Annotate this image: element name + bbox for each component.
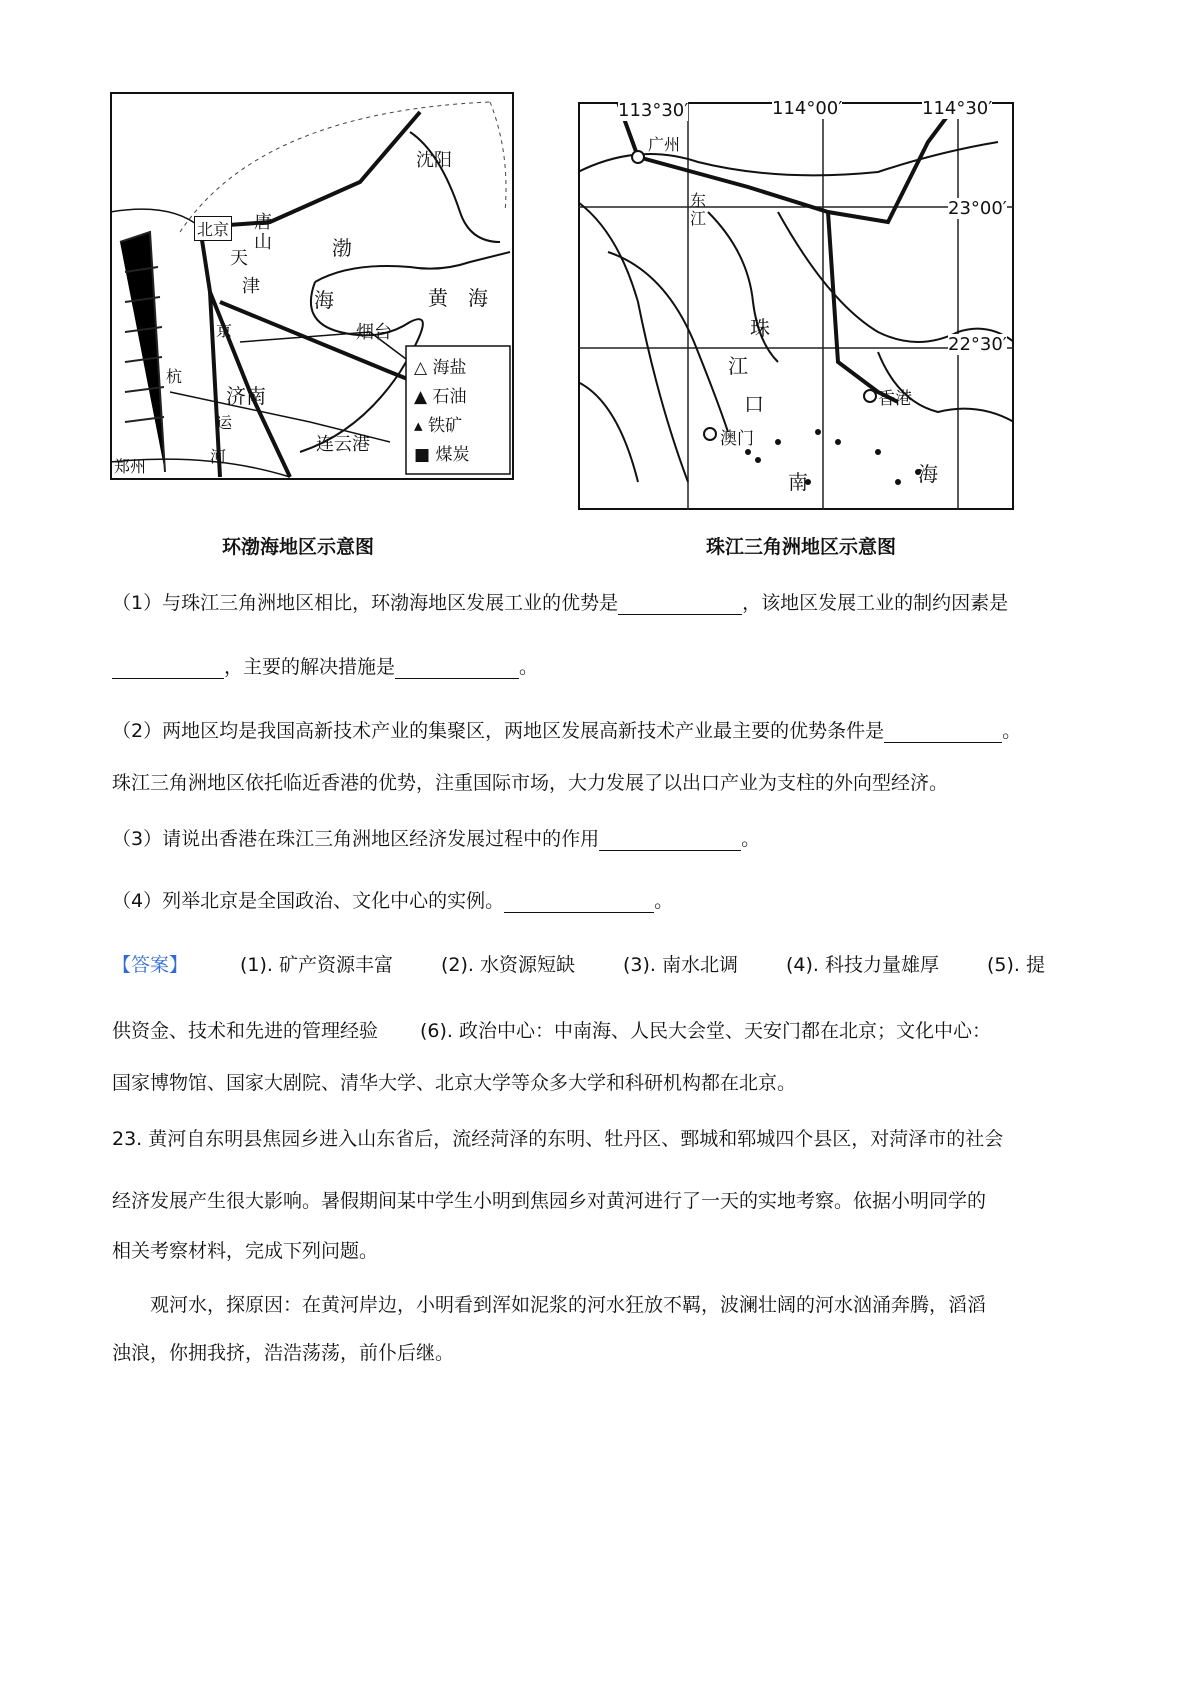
answer-blank[interactable] (112, 656, 224, 679)
question-23-line-3: 相关考察材料，完成下列问题。 (112, 1240, 379, 1262)
question-2-line-2: 珠江三角洲地区依托临近香港的优势，注重国际市场，大力发展了以出口产业为支柱的外向型经济。 (112, 772, 949, 794)
label-macau: 澳门 (720, 429, 754, 449)
label-huanghai: 黄 海 (428, 286, 488, 310)
question-2-line-1: （2）两地区均是我国高新技术产业的集聚区，两地区发展高新技术产业最主要的优势条件是 。 (112, 720, 1022, 742)
answer-tag: 【答案】 (112, 954, 189, 976)
label-dongjiang: 东江 (690, 191, 707, 228)
label-lon3: 114°30′ (922, 98, 993, 119)
label-bo: 渤 (332, 236, 352, 260)
label-hai-right: 海 (918, 462, 938, 486)
label-lat2: 22°30′ (948, 334, 1007, 355)
label-zhengzhou: 郑州 (114, 457, 147, 476)
pearl-river-map-caption: 珠江三角洲地区示意图 (706, 536, 897, 558)
answer-item: (4). 科技力量雄厚 (786, 954, 940, 976)
label-he: 河 (210, 447, 227, 466)
label-lat1: 23°00′ (948, 198, 1007, 219)
coal-icon: ■ (414, 445, 431, 465)
answer-blank[interactable] (395, 656, 519, 679)
label-lon1: 113°30′ (618, 100, 689, 121)
answer-item: (2). 水资源短缺 (441, 954, 576, 976)
answer-line-3: 国家博物馆、国家大剧院、清华大学、北京大学等众多大学和科研机构都在北京。 (112, 1072, 797, 1094)
label-lianyungang: 连云港 (316, 434, 370, 455)
oil-icon: ▲ (414, 387, 428, 407)
pearl-river-delta-map (578, 98, 1014, 510)
label-yantai: 烟台 (356, 322, 392, 343)
legend-item: ■ 煤炭 (414, 445, 470, 465)
question-23-line-1: 23. 黄河自东明县焦园乡进入山东省后，流经菏泽的东明、牡丹区、鄄城和郓城四个县区，对菏泽市的社会 (112, 1128, 1004, 1150)
label-jinan: 济南 (226, 384, 266, 408)
sea-salt-icon: △ (414, 358, 428, 378)
label-kou: 口 (744, 392, 764, 416)
label-shan: 山 (254, 232, 272, 253)
iron-ore-icon: ▴ (414, 416, 423, 436)
label-hang: 杭 (166, 367, 183, 386)
question-1-line-2: ，主要的解决措施是 。 (112, 652, 538, 679)
answer-line-2: 供资金、技术和先进的管理经验 (6). 政治中心：中南海、人民大会堂、天安门都在北京；文化中心： (112, 1020, 992, 1042)
answer-line-1 (112, 950, 1045, 977)
legend-item: △ 海盐 (414, 358, 467, 378)
legend-item: ▴ 铁矿 (414, 416, 462, 436)
bohai-map-caption: 环渤海地区示意图 (222, 536, 375, 558)
map-legend (414, 354, 469, 470)
answer-blank[interactable] (618, 592, 742, 615)
legend-item: ▲ 石油 (414, 387, 467, 407)
label-hai: 海 (314, 288, 334, 312)
label-jing: 京 (216, 321, 233, 340)
question-23-line-2: 经济发展产生很大影响。暑假期间某中学生小明到焦园乡对黄河进行了一天的实地考察。依据小明同学的 (112, 1190, 987, 1212)
label-jin: 津 (242, 276, 260, 297)
answer-item: (5). 提 (987, 954, 1046, 976)
label-tian: 天 (230, 248, 248, 269)
label-yun: 运 (216, 413, 233, 432)
bohai-map (110, 92, 514, 480)
label-hongkong: 香港 (878, 389, 912, 409)
question-4: （4）列举北京是全国政治、文化中心的实例。 。 (112, 890, 674, 912)
answer-item: (6). 政治中心：中南海、人民大会堂、天安门都在北京；文化中心： (420, 1020, 992, 1042)
label-zhu: 珠 (750, 316, 770, 340)
question-3: （3）请说出香港在珠江三角洲地区经济发展过程中的作用 。 (112, 828, 761, 850)
label-nan: 南 (788, 470, 808, 494)
label-jiang: 江 (728, 354, 748, 378)
label-beijing: 北京 (194, 216, 232, 241)
label-guangzhou: 广州 (648, 135, 681, 154)
material-paragraph-line-2: 浊浪，你拥我挤，浩浩荡荡，前仆后继。 (112, 1342, 455, 1364)
question-1-line-1: （1）与珠江三角洲地区相比，环渤海地区发展工业的优势是 ，该地区发展工业的制约因素是 (112, 592, 1009, 614)
answer-blank[interactable] (884, 720, 1002, 743)
label-shenyang: 沈阳 (416, 150, 452, 171)
material-paragraph-line-1: 观河水，探原因：在黄河岸边，小明看到浑如泥浆的河水狂放不羁，波澜壮阔的河水汹涌奔腾，滔滔 (150, 1294, 987, 1316)
answer-item: (1). 矿产资源丰富 (240, 954, 394, 976)
answer-blank[interactable] (599, 828, 741, 851)
answer-blank[interactable] (504, 890, 654, 913)
label-tang: 唐 (254, 212, 272, 233)
answer-item: (3). 南水北调 (623, 954, 739, 976)
label-lon2: 114°00′ (772, 98, 843, 119)
